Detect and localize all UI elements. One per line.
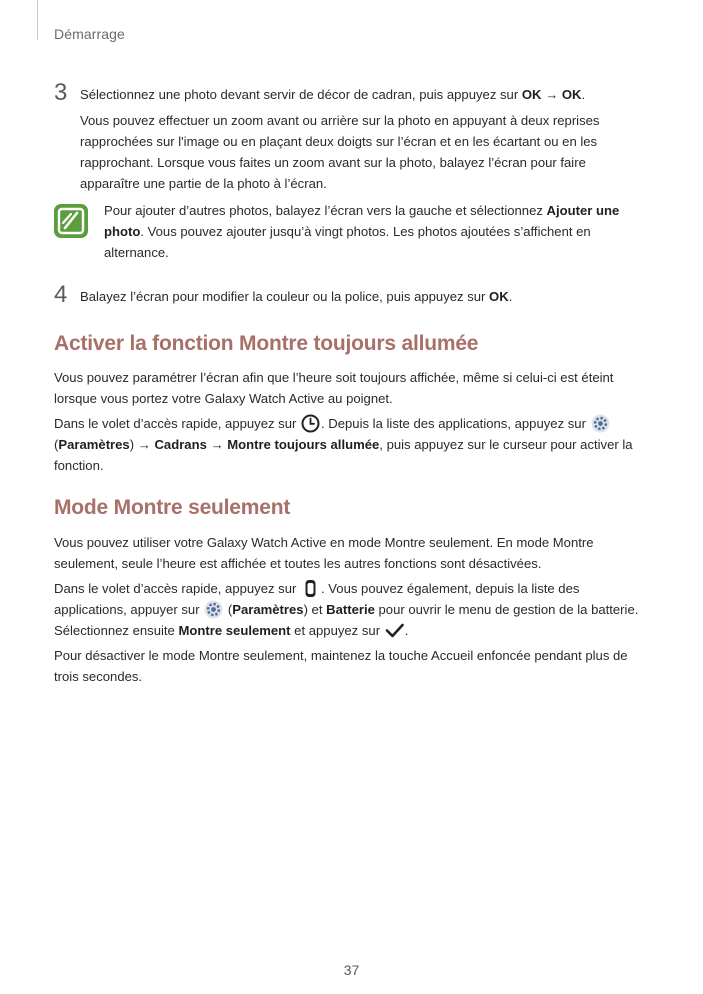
watch-only-icon: [301, 579, 320, 598]
step-number: 3: [54, 79, 68, 106]
section-2-disable: Pour désactiver le mode Montre seulement, maintenez la touche Accueil enfoncée pendant plus de trois secondes.: [54, 648, 628, 684]
step-3-body: [80, 84, 648, 194]
page-margin-rule: [37, 0, 38, 40]
step-4-body: [80, 286, 648, 307]
step-4-instruction: Balayez l’écran pour modifier la couleur ou la police, puis appuyez sur OK.: [80, 289, 513, 304]
step-number: 4: [54, 281, 68, 308]
note-icon: [54, 204, 88, 238]
checkmark-icon: [385, 621, 404, 640]
section-title-watch-only: Mode Montre seulement: [54, 496, 291, 519]
section-1-steps: Dans le volet d’accès rapide, appuyez sur . Depuis la liste des applications, appuyez sur (Paramètres) → Cadrans → Montre toujours allumée, puis appuyez sur le curseur pour activer la fonction.: [54, 416, 633, 473]
settings-gear-icon: [591, 414, 610, 433]
section-2-body: [54, 532, 650, 687]
step-3-instruction: Sélectionnez une photo devant servir de décor de cadran, puis appuyez sur OK → OK.: [80, 87, 586, 102]
step-3-detail: Vous pouvez effectuer un zoom avant ou arrière sur la photo en appuyant à deux reprises rapprochées sur l'image ou en plaçant deux doigts sur l’écran et en les écartant ou en les rapprochant. Lorsque vous faites un zoom avant sur la photo, balayez l’écran pour faire apparaître une partie de la photo à l’écran.: [80, 113, 600, 191]
settings-gear-icon: [204, 600, 223, 619]
section-header: Démarrage: [54, 26, 125, 42]
section-1-body: [54, 367, 650, 476]
section-title-always-on: Activer la fonction Montre toujours allumée: [54, 332, 479, 355]
section-1-intro: Vous pouvez paramétrer l’écran afin que l’heure soit toujours affichée, même si celui-ci est éteint lorsque vous portez votre Galaxy Watch Active au poignet.: [54, 370, 614, 406]
note-text: Pour ajouter d’autres photos, balayez l’écran vers la gauche et sélectionnez Ajouter une photo. Vous pouvez ajouter jusqu’à vingt photos. Les photos ajoutées s’affichent en alternance.: [104, 203, 620, 260]
section-2-steps: Dans le volet d’accès rapide, appuyez sur . Vous pouvez également, depuis la liste des applications, appuyer sur (Paramètres) et Batterie pour ouvrir le menu de gestion de la batterie. Sélectionnez ensuite Montre seulement et appuyez sur .: [54, 581, 639, 638]
clock-icon: [301, 414, 320, 433]
section-2-intro: Vous pouvez utiliser votre Galaxy Watch Active en mode Montre seulement. En mode Montre seulement, seule l’heure est affichée et toutes les autres fonctions sont désactivées.: [54, 535, 594, 571]
page-number: 37: [343, 962, 360, 978]
